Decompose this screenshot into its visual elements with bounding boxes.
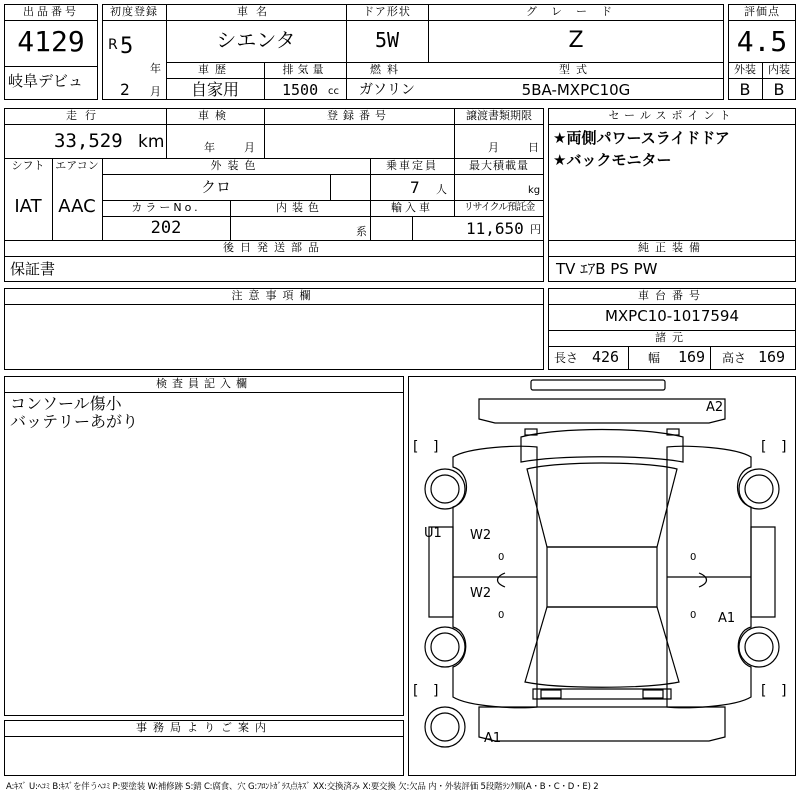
lot-label: 出品番号: [23, 5, 79, 18]
transfer-label: 譲渡書類期限: [466, 109, 532, 122]
sales-point-2: ★バックモニター: [553, 151, 672, 169]
mark-zero-2: 0: [498, 610, 505, 621]
lot-number: 4129: [17, 25, 85, 58]
color-no: 202: [150, 218, 182, 238]
mark-a1-front: A1: [484, 731, 502, 746]
recycle-fee: 11,650: [466, 219, 524, 238]
mileage-unit: km: [138, 132, 165, 152]
shift: IAT: [14, 196, 42, 217]
grade-label: グレード: [526, 5, 626, 18]
max-load-unit: kg: [528, 185, 541, 196]
car-diagram: [409, 377, 795, 775]
transfer-day-unit: 日: [528, 141, 539, 154]
month-unit: 月: [150, 85, 161, 98]
later-parts-label: 後日発送部品: [223, 241, 325, 254]
fuel: ガソリン: [359, 82, 415, 98]
year-unit: 年: [150, 62, 161, 75]
width: 169: [678, 348, 706, 366]
reg-no-label: 登録番号: [327, 109, 391, 122]
displacement: 1500: [282, 81, 319, 99]
displacement-unit: cc: [328, 86, 339, 97]
aircon-label: エアコン: [55, 159, 99, 172]
reg-month: 2: [120, 80, 130, 99]
ext-color: クロ: [200, 178, 231, 196]
equipment-label: 純正装備: [638, 241, 706, 254]
max-load-label: 最大積載量: [469, 159, 529, 172]
ext-grade: B: [739, 80, 751, 99]
aircon: AAC: [58, 196, 96, 217]
capacity: 7: [410, 178, 420, 197]
model-label: 型式: [559, 63, 593, 76]
capacity-unit: 人: [436, 183, 447, 196]
mark-a1-right: A1: [718, 611, 736, 626]
svg-text:[: [: [761, 439, 767, 455]
height: 169: [758, 348, 786, 366]
svg-text:[: [: [413, 683, 419, 699]
svg-text:[: [: [413, 439, 419, 455]
car-name-label: 車名: [237, 5, 275, 18]
inspector-line-1: コンソール傷小: [10, 394, 122, 413]
inspection-month-unit: 月: [244, 141, 255, 154]
int-label: 内装: [768, 63, 790, 76]
equipment: TV ｴｱB PS PW: [556, 260, 658, 278]
sales-label: セールスポイント: [608, 109, 736, 122]
mark-a2: A2: [706, 400, 724, 415]
office-label: 事務局よりご案内: [136, 721, 272, 734]
mileage: 33,529: [54, 130, 123, 152]
era: R: [108, 37, 118, 53]
inspection-label: 車検: [198, 109, 232, 122]
legend: A:ｷｽﾞ U:ﾍｺﾐ B:ｷｽﾞを伴うﾍｺﾐ P:要塗装 W:補修跡 S:錆 C:腐食、穴 G:ﾌﾛﾝﾄｶﾞﾗｽ点ｷｽﾞ XX:交換済み X:要交換 欠:欠品 内・外装評価 5段階ﾗﾝｸ順(A・B・C・D・E) 2: [6, 782, 599, 792]
door-type: 5W: [374, 28, 400, 52]
notes-label: 注意事項欄: [231, 289, 317, 302]
ext-color-label: 外装色: [210, 159, 262, 172]
inspector-line-2: バッテリーあがり: [10, 412, 139, 431]
model-code: 5BA-MXPC10G: [521, 81, 631, 99]
recycle-unit: 円: [530, 223, 541, 236]
length-label: 長さ: [554, 351, 579, 365]
shift-label: シフト: [11, 159, 45, 172]
mark-zero-3: 0: [690, 552, 697, 563]
inspector-label: 検査員記入欄: [156, 377, 252, 390]
inspection-year-unit: 年: [204, 141, 215, 154]
svg-text:]: ]: [433, 683, 439, 699]
reg-year: 5: [120, 34, 134, 59]
sales-point-1: ★両側パワースライドドア: [553, 129, 730, 147]
history-label: 車歴: [198, 63, 232, 76]
mark-w2-rear: W2: [470, 586, 492, 601]
recycle-label: リサイクル預託金: [463, 202, 535, 213]
car-name: シエンタ: [216, 28, 296, 52]
import-label: 輸入車: [391, 201, 433, 214]
width-label: 幅: [648, 351, 661, 365]
int-grade: B: [773, 80, 785, 99]
displacement-label: 排気量: [282, 63, 328, 76]
int-color-unit: 系: [356, 225, 367, 238]
svg-text:]: ]: [781, 439, 787, 455]
car-diagram-box: [408, 376, 796, 776]
mileage-label: 走行: [66, 109, 104, 122]
mark-w2-front: W2: [470, 528, 492, 543]
history: 自家用: [190, 80, 239, 99]
later-parts: 保証書: [10, 260, 56, 278]
mark-zero-4: 0: [690, 610, 697, 621]
length: 426: [592, 348, 620, 366]
mark-u1: U1: [424, 526, 442, 541]
ext-label: 外装: [734, 63, 756, 76]
score: 4.5: [736, 25, 788, 58]
specs-label: 諸元: [655, 331, 689, 344]
svg-text:[: [: [761, 683, 767, 699]
venue: 岐阜デビュ: [8, 72, 84, 90]
score-label: 評価点: [744, 5, 780, 18]
capacity-label: 乗車定員: [386, 159, 438, 172]
fuel-label: 燃料: [370, 63, 404, 76]
height-label: 高さ: [722, 351, 747, 365]
chassis-label: 車台番号: [638, 289, 706, 302]
int-color-label: 内装色: [276, 201, 324, 214]
chassis-number: MXPC10-1017594: [604, 307, 740, 325]
transfer-month-unit: 月: [488, 141, 499, 154]
svg-text:]: ]: [433, 439, 439, 455]
door-label: ドア形状: [363, 5, 411, 18]
color-no-label: カラーNo.: [131, 201, 201, 214]
first-reg-label: 初度登録: [110, 5, 158, 18]
svg-text:]: ]: [781, 683, 787, 699]
grade: Z: [568, 28, 584, 53]
mark-zero-1: 0: [498, 552, 505, 563]
